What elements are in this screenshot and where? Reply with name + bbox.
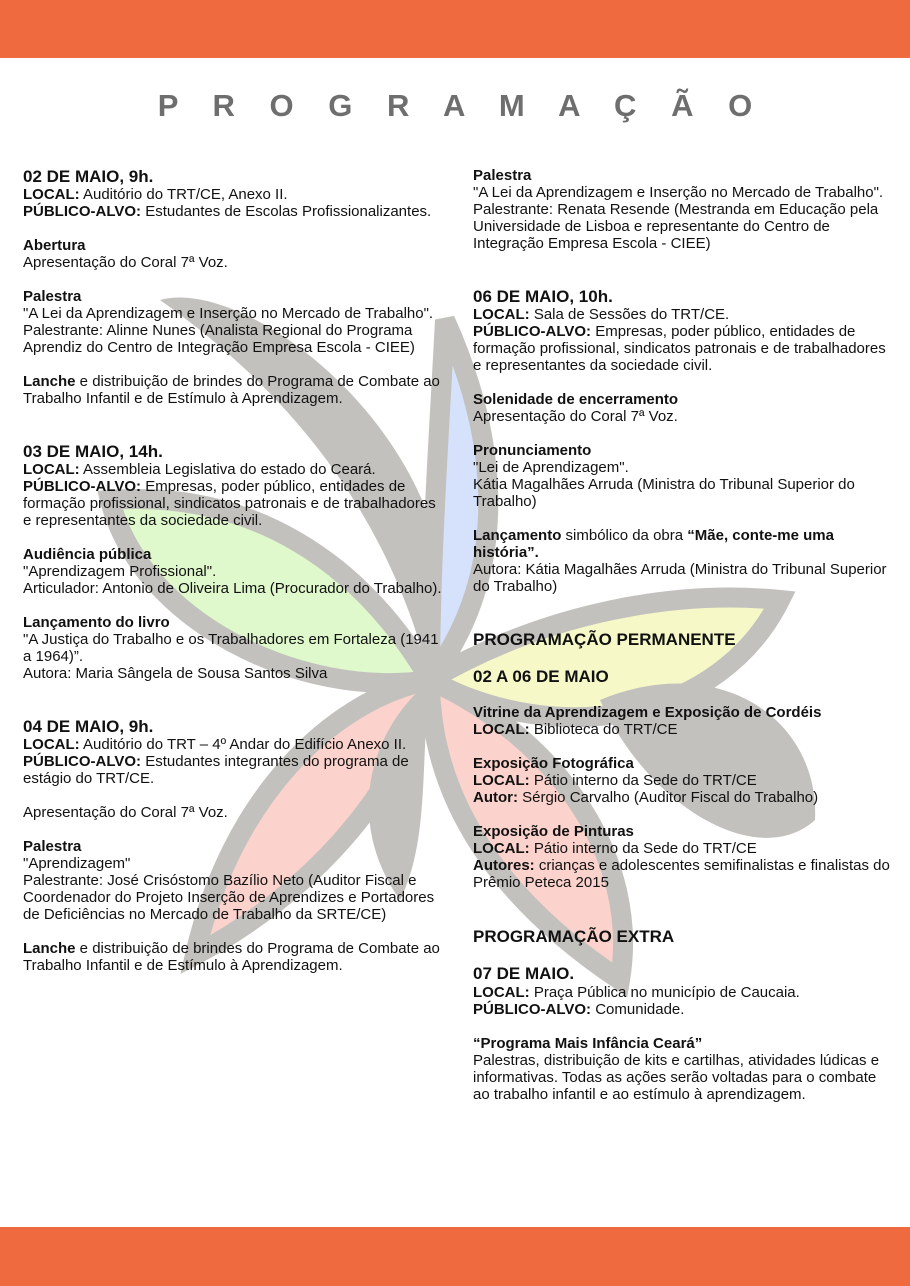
local-label: LOCAL:	[23, 736, 80, 753]
item-text: "Aprendizagem Profissional".	[23, 563, 217, 580]
item-text: Apresentação do Coral 7ª Voz.	[473, 408, 678, 425]
local-label: LOCAL:	[473, 772, 530, 789]
event-date: 07 DE MAIO.	[473, 964, 575, 983]
event-audience	[23, 753, 443, 787]
item-author	[473, 857, 893, 891]
item-lanche	[23, 940, 443, 974]
audience-label: PÚBLICO-ALVO:	[473, 1001, 592, 1018]
audience-label: PÚBLICO-ALVO:	[23, 478, 142, 495]
event-local	[23, 461, 443, 478]
item-title: “Programa Mais Infância Ceará”	[473, 1035, 703, 1052]
item-text: "Lei de Aprendizagem".	[473, 459, 629, 476]
event-local	[473, 306, 893, 323]
event-audience	[473, 1001, 893, 1018]
page-title: P R O G R A M A Ç Ã O	[157, 88, 766, 123]
section-dates: 02 A 06 DE MAIO	[473, 667, 609, 686]
event-local	[23, 736, 443, 753]
audience-value: Comunidade.	[591, 1001, 685, 1018]
section-heading: PROGRAMAÇÃO EXTRA	[473, 927, 675, 946]
item-text: "Aprendizagem"	[23, 855, 131, 872]
item-title: Lançamento do livro	[23, 614, 170, 631]
local-value: Auditório do TRT – 4º Andar do Edifício Anexo II.	[79, 736, 407, 753]
lancamento-label: Lançamento	[473, 527, 562, 544]
local-label: LOCAL:	[473, 984, 530, 1001]
event-local	[473, 840, 893, 857]
item-title: Palestra	[23, 838, 82, 855]
audience-value: Estudantes integrantes do programa de estágio do TRT/CE.	[23, 753, 409, 787]
event-date: 03 DE MAIO, 14h.	[23, 442, 163, 461]
event-audience	[23, 203, 443, 220]
audience-label: PÚBLICO-ALVO:	[473, 323, 592, 340]
item-title: Abertura	[23, 237, 86, 254]
item-text: "A Lei da Aprendizagem e Inserção no Mercado de Trabalho".	[473, 184, 884, 201]
author-value: crianças e adolescentes semifinalistas e finalistas do Prêmio Peteca 2015	[473, 857, 890, 891]
item-title: Audiência pública	[23, 546, 152, 563]
item-text: "A Justiça do Trabalho e os Trabalhadores em Fortaleza (1941 a 1964)”.	[23, 631, 439, 665]
lanche-text: e distribuição de brindes do Programa de Combate ao Trabalho Infantil e de Estímulo à Aprendizagem.	[23, 940, 440, 974]
event-local	[473, 721, 893, 738]
item-speaker: Palestrante: Renata Resende (Mestranda em Educação pela Universidade de Lisboa e representante do Centro de Integração Empresa Escola - CIEE)	[473, 201, 879, 252]
local-value: Auditório do TRT/CE, Anexo II.	[79, 186, 288, 203]
audience-value: Empresas, poder público, entidades de formação profissional, sindicatos patronais e de trabalhadores e representantes da sociedade civil.	[23, 478, 436, 529]
author-label: Autores:	[473, 857, 535, 874]
local-value: Pátio interno da Sede do TRT/CE	[529, 840, 757, 857]
local-value: Assembleia Legislativa do estado do Ceará.	[79, 461, 376, 478]
event-date: 02 DE MAIO, 9h.	[23, 167, 154, 186]
item-author: Kátia Magalhães Arruda (Ministra do Tribunal Superior do Trabalho)	[473, 476, 855, 510]
item-author: Autora: Maria Sângela de Sousa Santos Silva	[23, 665, 328, 682]
event-date: 04 DE MAIO, 9h.	[23, 717, 154, 736]
local-value: Sala de Sessões do TRT/CE.	[529, 306, 730, 323]
item-text: Palestras, distribuição de kits e cartilhas, atividades lúdicas e informativas. Todas as ações serão voltadas para o combate ao trabalho infantil e ao estímulo à aprendizagem.	[473, 1052, 880, 1103]
item-speaker: Articulador: Antonio de Oliveira Lima (Procurador do Trabalho).	[23, 580, 442, 597]
local-label: LOCAL:	[473, 721, 530, 738]
item-text: Apresentação do Coral 7ª Voz.	[23, 254, 228, 271]
book-title: “Mãe, conte-me uma história”.	[473, 527, 834, 561]
item-text: Apresentação do Coral 7ª Voz.	[23, 804, 228, 821]
local-value: Biblioteca do TRT/CE	[529, 721, 678, 738]
item-title: Pronunciamento	[473, 442, 592, 459]
right-column	[473, 167, 893, 1103]
lanche-label: Lanche	[23, 940, 76, 957]
item-author	[473, 789, 893, 806]
event-local	[473, 772, 893, 789]
item-title: Palestra	[23, 288, 82, 305]
author-label: Autor:	[473, 789, 518, 806]
local-label: LOCAL:	[473, 840, 530, 857]
audience-value: Empresas, poder público, entidades de formação profissional, sindicatos patronais e de trabalhadores e representantes da sociedade civil.	[473, 323, 886, 374]
item-author: Autora: Kátia Magalhães Arruda (Ministra do Tribunal Superior do Trabalho)	[473, 561, 887, 595]
lanche-text: e distribuição de brindes do Programa de Combate ao Trabalho Infantil e de Estímulo à Aprendizagem.	[23, 373, 440, 407]
local-value: Praça Pública no município de Caucaia.	[529, 984, 800, 1001]
event-local	[473, 984, 893, 1001]
event-local	[23, 186, 443, 203]
local-label: LOCAL:	[23, 186, 80, 203]
item-title: Exposição Fotográfica	[473, 755, 634, 772]
audience-label: PÚBLICO-ALVO:	[23, 203, 142, 220]
audience-value: Estudantes de Escolas Profissionalizantes.	[141, 203, 432, 220]
audience-label: PÚBLICO-ALVO:	[23, 753, 142, 770]
event-audience	[473, 323, 893, 374]
lancamento-text: simbólico da obra	[561, 527, 688, 544]
item-lanche	[23, 373, 443, 407]
item-speaker: Palestrante: Alinne Nunes (Analista Regional do Programa Aprendiz do Centro de Integração Empresa Escola - CIEE)	[23, 322, 415, 356]
left-column	[23, 167, 443, 974]
local-label: LOCAL:	[473, 306, 530, 323]
item-speaker: Palestrante: José Crisóstomo Bazílio Neto (Auditor Fiscal e Coordenador do Projeto Inserção de Aprendizes e Portadores de Deficiências no Mercado de Trabalho da SRTE/CE)	[23, 872, 435, 923]
event-audience	[23, 478, 443, 529]
section-heading: PROGRAMAÇÃO PERMANENTE	[473, 630, 736, 649]
local-label: LOCAL:	[23, 461, 80, 478]
author-value: Sérgio Carvalho (Auditor Fiscal do Trabalho)	[518, 789, 819, 806]
item-title: Palestra	[473, 167, 532, 184]
item-title: Solenidade de encerramento	[473, 391, 679, 408]
item-title: Vitrine da Aprendizagem e Exposição de Cordéis	[473, 704, 822, 721]
item-lancamento	[473, 527, 893, 561]
lanche-label: Lanche	[23, 373, 76, 390]
event-date: 06 DE MAIO, 10h.	[473, 287, 613, 306]
local-value: Pátio interno da Sede do TRT/CE	[529, 772, 757, 789]
item-title: Exposição de Pinturas	[473, 823, 634, 840]
item-text: "A Lei da Aprendizagem e Inserção no Mercado de Trabalho".	[23, 305, 434, 322]
